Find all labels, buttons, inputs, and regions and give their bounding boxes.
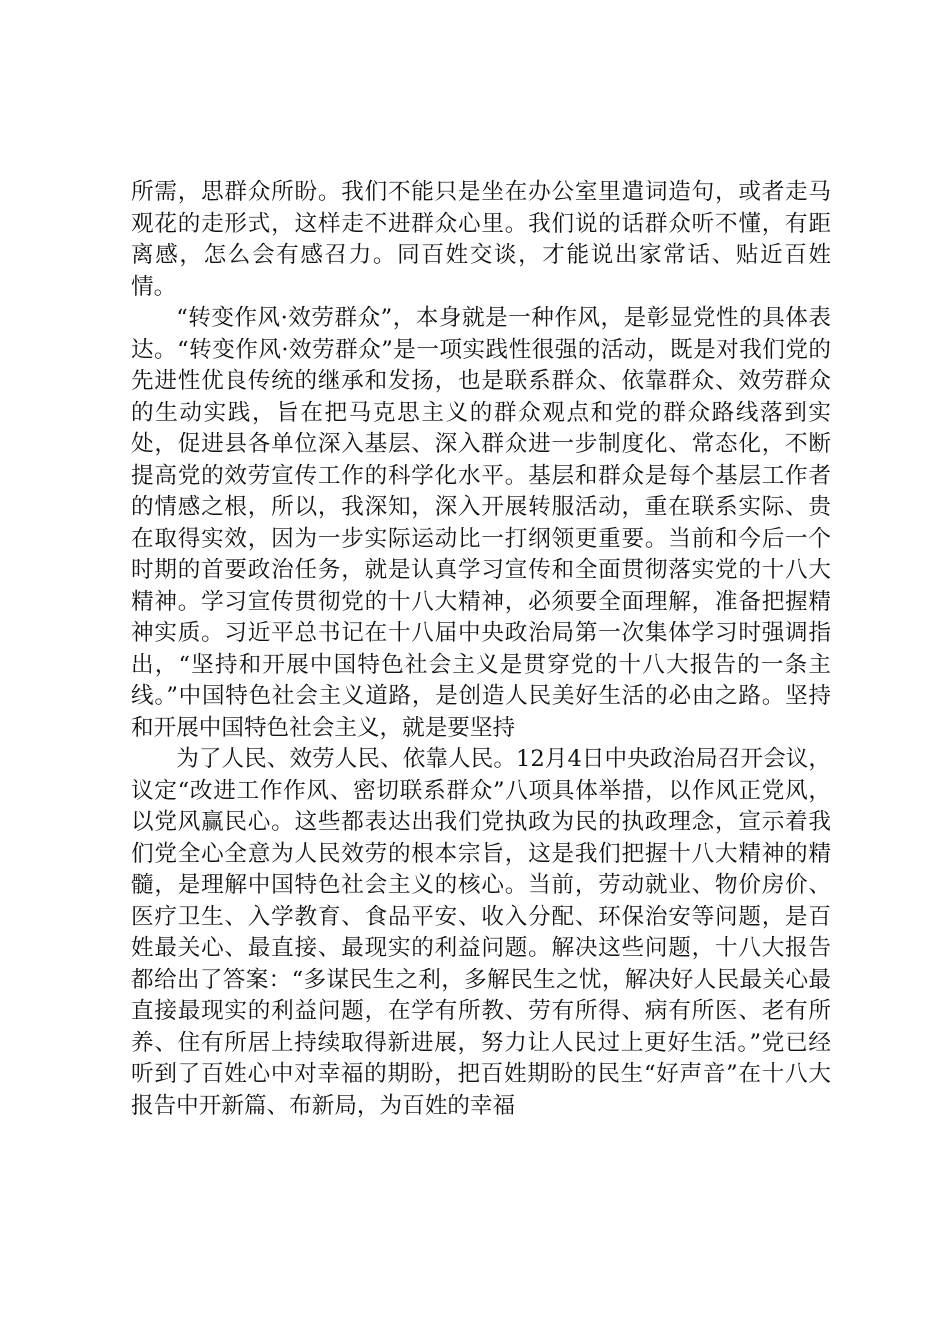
paragraph-1: 所需，思群众所盼。我们不能只是坐在办公室里遣词造句，或者走马观花的走形式，这样走不进群众心里。我们说的话群众听不懂，有距离感，怎么会有感召力。同百姓交谈，才能说出家常话、贴近百姓情。	[131, 179, 831, 300]
document-body	[131, 177, 831, 1122]
paragraph-3: 为了人民、效劳人民、依靠人民。12月4日中央政治局召开会议，议定“改进工作作风、密切联系群众”八项具体举措，以作风正党风，以党风赢民心。这些都表达出我们党执政为民的执政理念，宣示着我们党全心全意为人民效劳的根本宗旨，这是我们把握十八大精神的精髓，是理解中国特色社会主义的核心。当前，劳动就业、物价房价、医疗卫生、入学教育、食品平安、收入分配、环保治安等问题，是百姓最关心、最直接、最现实的利益问题。解决这些问题，十八大报告都给出了答案：“多谋民生之利，多解民生之忧，解决好人民最关心最直接最现实的利益问题，在学有所教、劳有所得、病有所医、老有所养、住有所居上持续取得新进展，努力让人民过上更好生活。”党已经听到了百姓心中对幸福的期盼，把百姓期盼的民生“好声音”在十八大报告中开新篇、布新局，为百姓的幸福	[131, 746, 831, 1119]
paragraph-2: “转变作风·效劳群众”，本身就是一种作风，是彰显党性的具体表达。“转变作风·效劳群众”是一项实践性很强的活动，既是对我们党的先进性优良传统的继承和发扬，也是联系群众、依靠群众、效劳群众的生动实践，旨在把马克思主义的群众观点和党的群众路线落到实处，促进县各单位深入基层、深入群众进一步制度化、常态化，不断提高党的效劳宣传工作的科学化水平。基层和群众是每个基层工作者的情感之根，所以，我深知，深入开展转服活动，重在联系实际、贵在取得实效，因为一步实际运动比一打纲领更重要。当前和今后一个时期的首要政治任务，就是认真学习宣传和全面贯彻落实党的十八大精神。学习宣传贯彻党的十八大精神，必须要全面理解，准备把握精神实质。习近平总书记在十八届中央政治局第一次集体学习时强调指出，“坚持和开展中国特色社会主义是贯穿党的十八大报告的一条主线。”中国特色社会主义道路，是创造人民美好生活的必由之路。坚持和开展中国特色社会主义，就是要坚持	[131, 305, 831, 741]
